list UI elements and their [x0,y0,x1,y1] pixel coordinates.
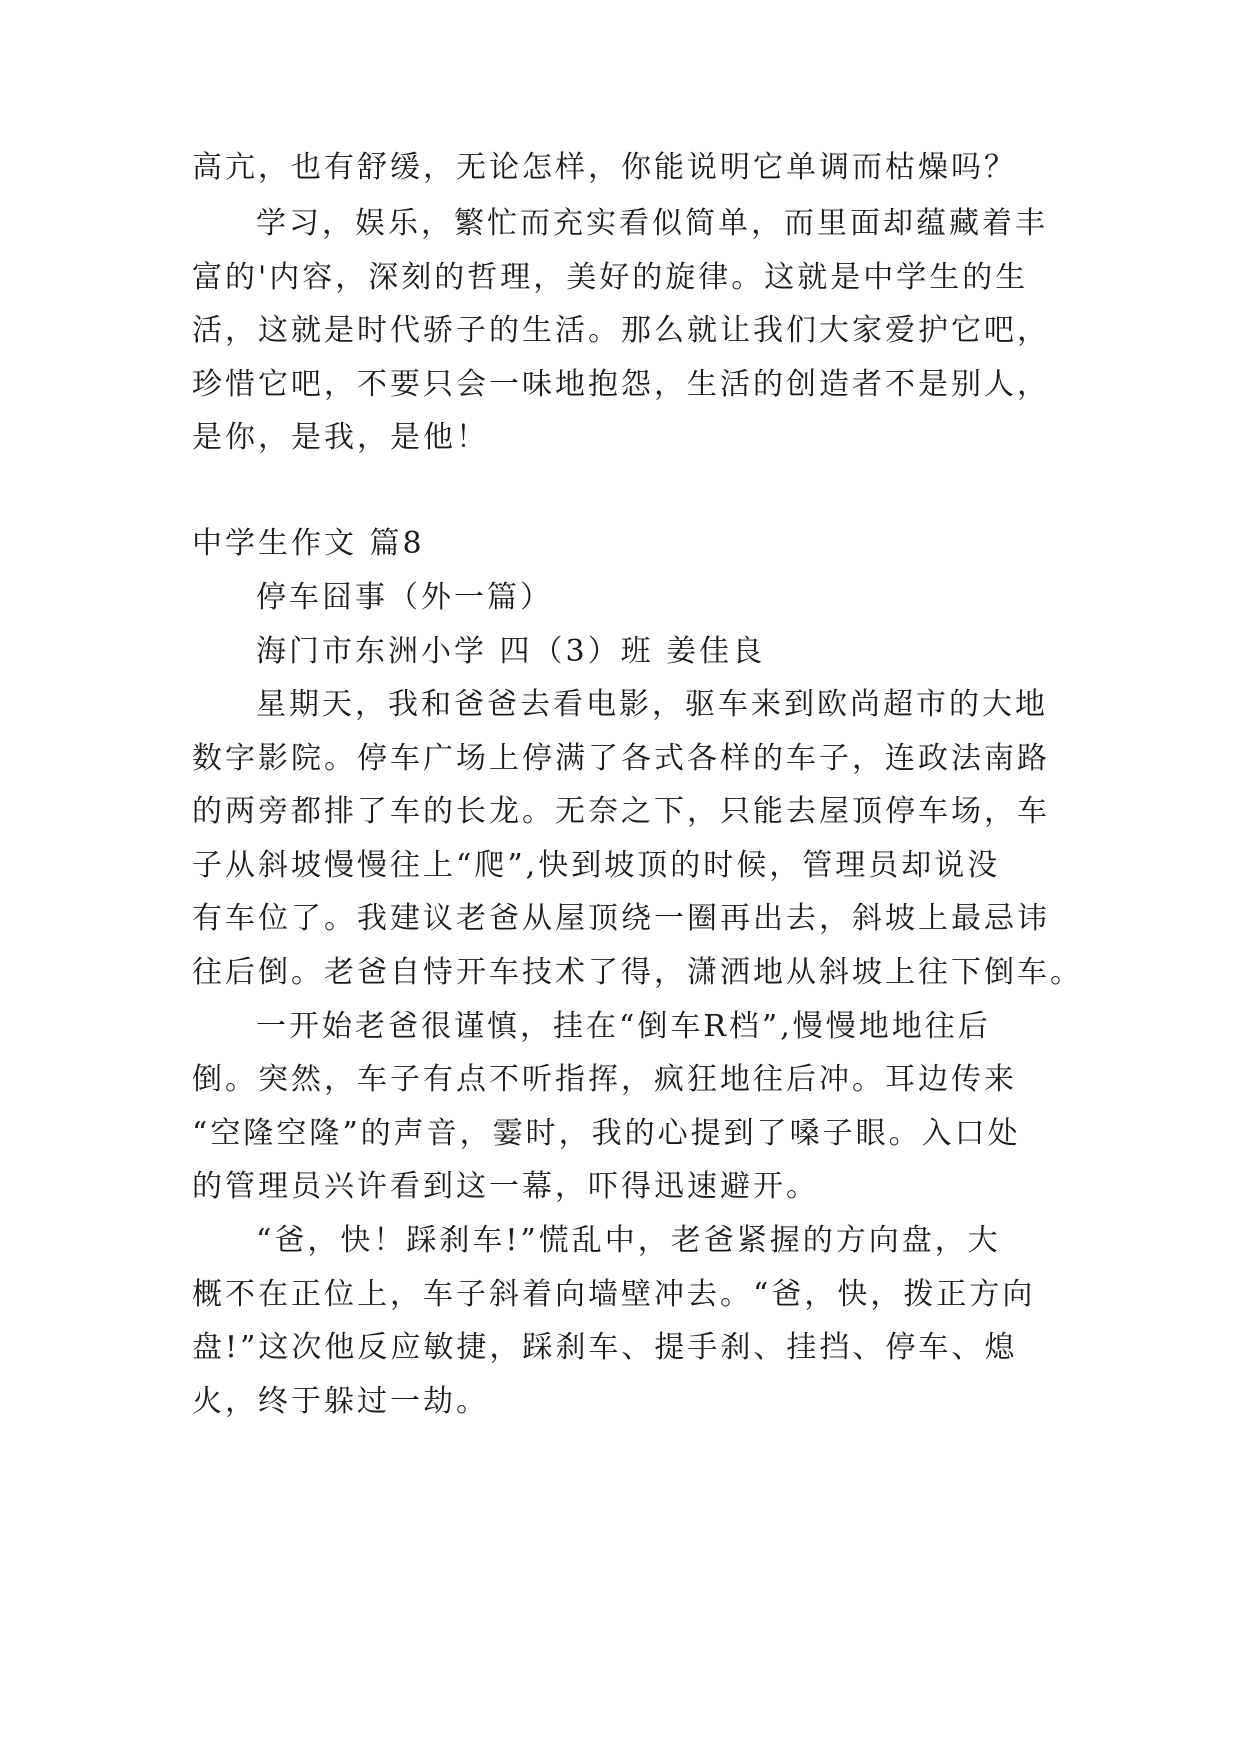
paragraph-line: 火，终于躲过一劫。 [192,1384,489,1419]
paragraph-line: 概不在正位上，车子斜着向墙壁冲去。“爸，快，拨正方向 [192,1277,1036,1312]
author-line: 海门市东洲小学 四（3）班 姜佳良 [256,634,766,669]
paragraph-line: “空隆空隆”的声音，霎时，我的心提到了嗓子眼。入口处 [192,1116,1021,1151]
paragraph-line: 珍惜它吧，不要只会一味地抱怨，生活的创造者不是别人， [192,367,1050,402]
paragraph-line: 数字影院。停车广场上停满了各式各样的车子，连政法南路 [192,741,1050,776]
paragraph-line: 一开始老爸很谨慎，挂在“倒车R档”,慢慢地地往后 [256,1009,991,1044]
paragraph-line: 富的'内容，深刻的哲理，美好的旋律。这就是中学生的生 [192,260,1029,295]
paragraph-line: 倒。突然，车子有点不听指挥，疯狂地往后冲。耳边传来 [192,1062,1017,1097]
paragraph-line: “爸，快！踩刹车!”慌乱中，老爸紧握的方向盘，大 [256,1223,1001,1258]
section-heading: 中学生作文 篇8 [192,526,425,561]
paragraph-line: 是你，是我，是他！ [192,420,489,455]
paragraph-line: 的管理员兴许看到这一幕，吓得迅速避开。 [192,1169,819,1204]
paragraph-line: 高亢，也有舒缓，无论怎样，你能说明它单调而枯燥吗？ [192,150,1017,185]
paragraph-line: 有车位了。我建议老爸从屋顶绕一圈再出去，斜坡上最忌讳 [192,901,1050,936]
article-title: 停车囧事（外一篇） [256,580,553,615]
paragraph-line: 星期天，我和爸爸去看电影，驱车来到欧尚超市的大地 [256,687,1048,722]
paragraph-line: 往后倒。老爸自恃开车技术了得，潇洒地从斜坡上往下倒车。 [192,955,1083,990]
paragraph-line: 活，这就是时代骄子的生活。那么就让我们大家爱护它吧， [192,313,1050,348]
paragraph-line: 的两旁都排了车的长龙。无奈之下，只能去屋顶停车场，车 [192,794,1050,829]
paragraph-line: 盘!”这次他反应敏捷，踩刹车、提手刹、挂挡、停车、熄 [192,1330,1018,1365]
paragraph-line: 子从斜坡慢慢往上“爬”,快到坡顶的时候，管理员却说没 [192,848,1001,883]
paragraph-line: 学习，娱乐，繁忙而充实看似简单，而里面却蕴藏着丰 [256,206,1048,241]
